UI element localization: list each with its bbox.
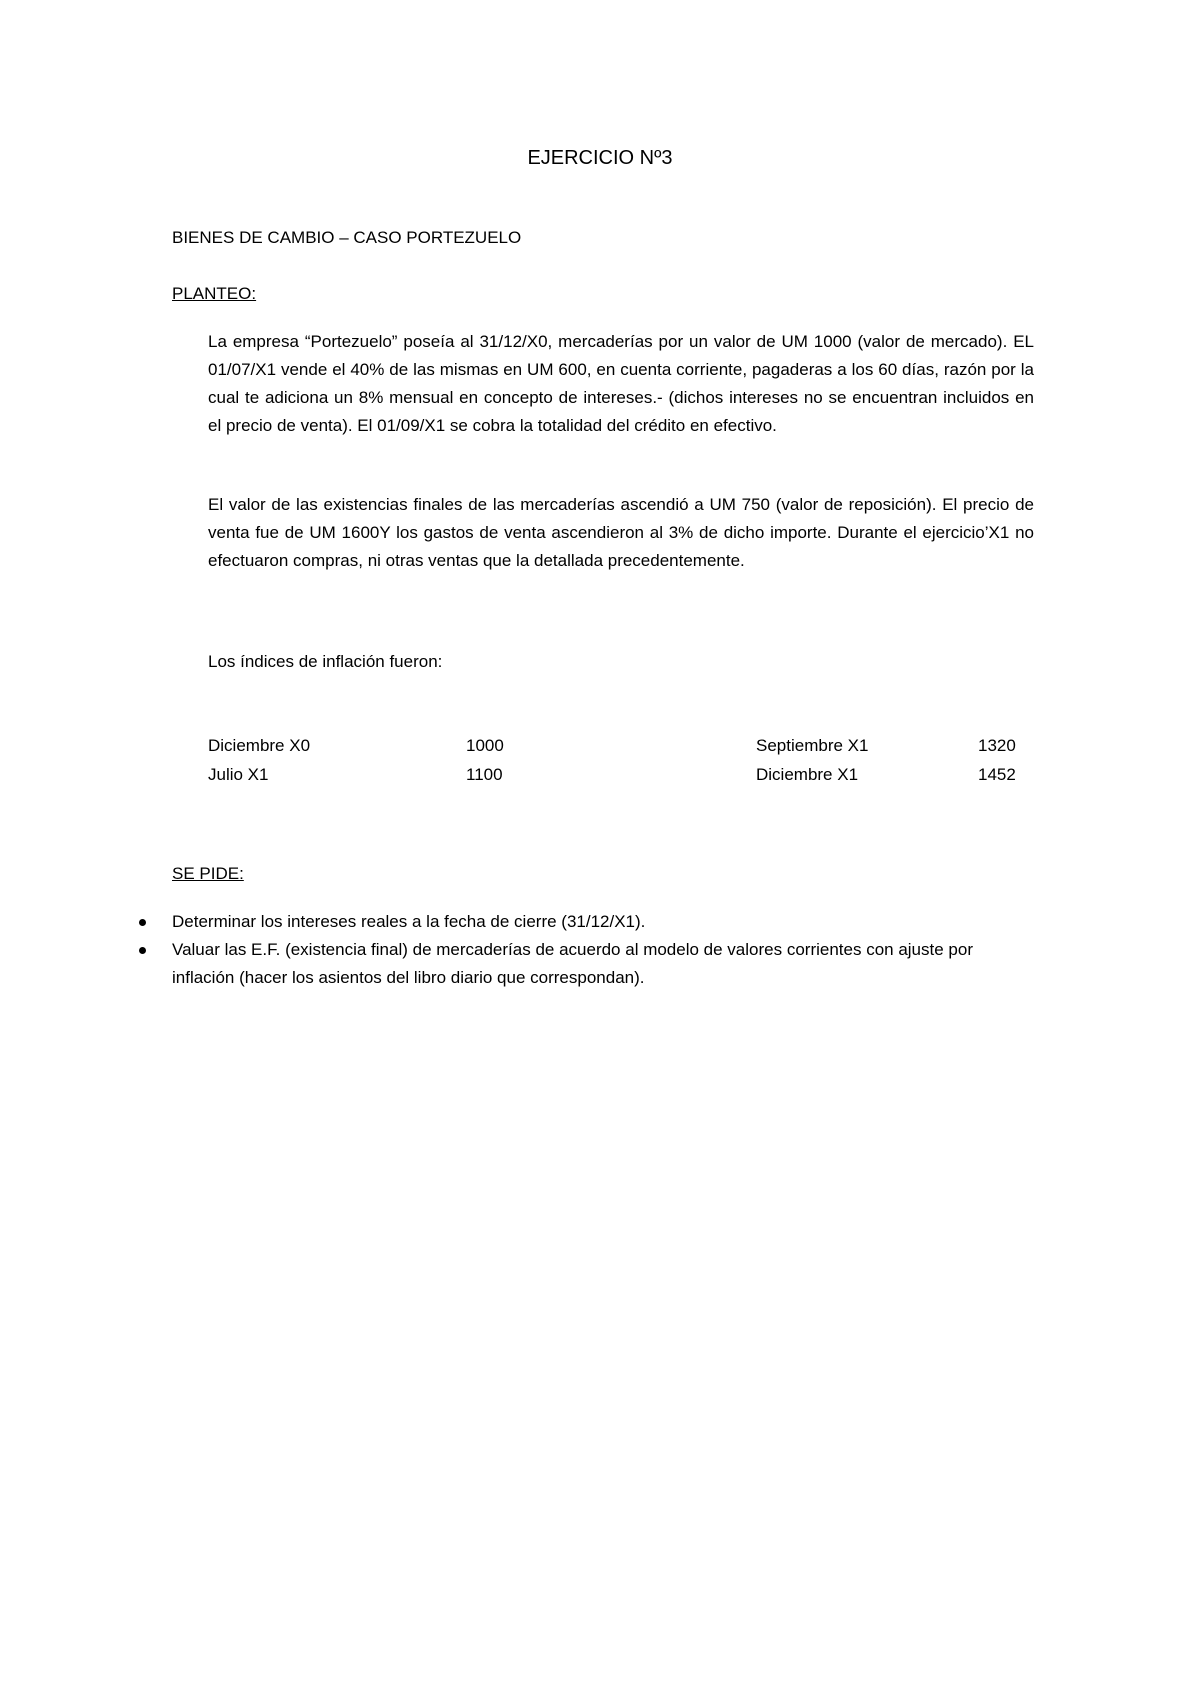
index-label-diciembre-x1: Diciembre X1	[756, 765, 859, 784]
list-item	[136, 908, 1036, 936]
index-label-diciembre-x0: Diciembre X0	[208, 736, 311, 755]
requirement-text: Valuar las E.F. (existencia final) de mercaderías de acuerdo al modelo de valores corrientes con ajuste por inflación (hacer los asientos del libro diario que correspondan).	[172, 940, 973, 987]
planteo-paragraph-2: El valor de las existencias finales de las mercaderías ascendió a UM 750 (valor de reposición). El precio de venta fue de UM 1600Y los gastos de venta ascendieron al 3% de dicho importe. Durante el ejercicio’X1 no efectuaron compras, ni otras ventas que la detallada precedentemente.	[208, 495, 1034, 570]
planteo-heading: PLANTEO:	[172, 284, 257, 303]
index-value-diciembre-x0: 1000	[466, 736, 504, 755]
document-subtitle: BIENES DE CAMBIO – CASO PORTEZUELO	[172, 228, 522, 247]
bullet-icon	[139, 919, 146, 926]
bullet-icon	[139, 947, 146, 954]
se-pide-heading: SE PIDE:	[172, 864, 244, 883]
document-title: EJERCICIO Nº3	[527, 147, 673, 169]
requirement-text: Determinar los intereses reales a la fecha de cierre (31/12/X1).	[172, 912, 646, 931]
planteo-paragraph-1: La empresa “Portezuelo” poseía al 31/12/X0, mercaderías por un valor de UM 1000 (valor de mercado). EL 01/07/X1 vende el 40% de las mismas en UM 600, en cuenta corriente, pagaderas a los 60 días, razón por la cual te adiciona un 8% mensual en concepto de intereses.- (dichos intereses no se encuentran incluidos en el precio de venta). El 01/09/X1 se cobra la totalidad del crédito en efectivo.	[208, 332, 1034, 435]
index-value-julio-x1: 1100	[466, 765, 503, 784]
index-value-diciembre-x1: 1452	[978, 765, 1016, 784]
inflation-index-title: Los índices de inflación fueron:	[208, 652, 443, 671]
list-item	[136, 936, 1036, 992]
index-value-septiembre-x1: 1320	[978, 736, 1016, 755]
index-label-septiembre-x1: Septiembre X1	[756, 736, 869, 755]
index-label-julio-x1: Julio X1	[208, 765, 269, 784]
requirements-list	[136, 908, 1036, 992]
